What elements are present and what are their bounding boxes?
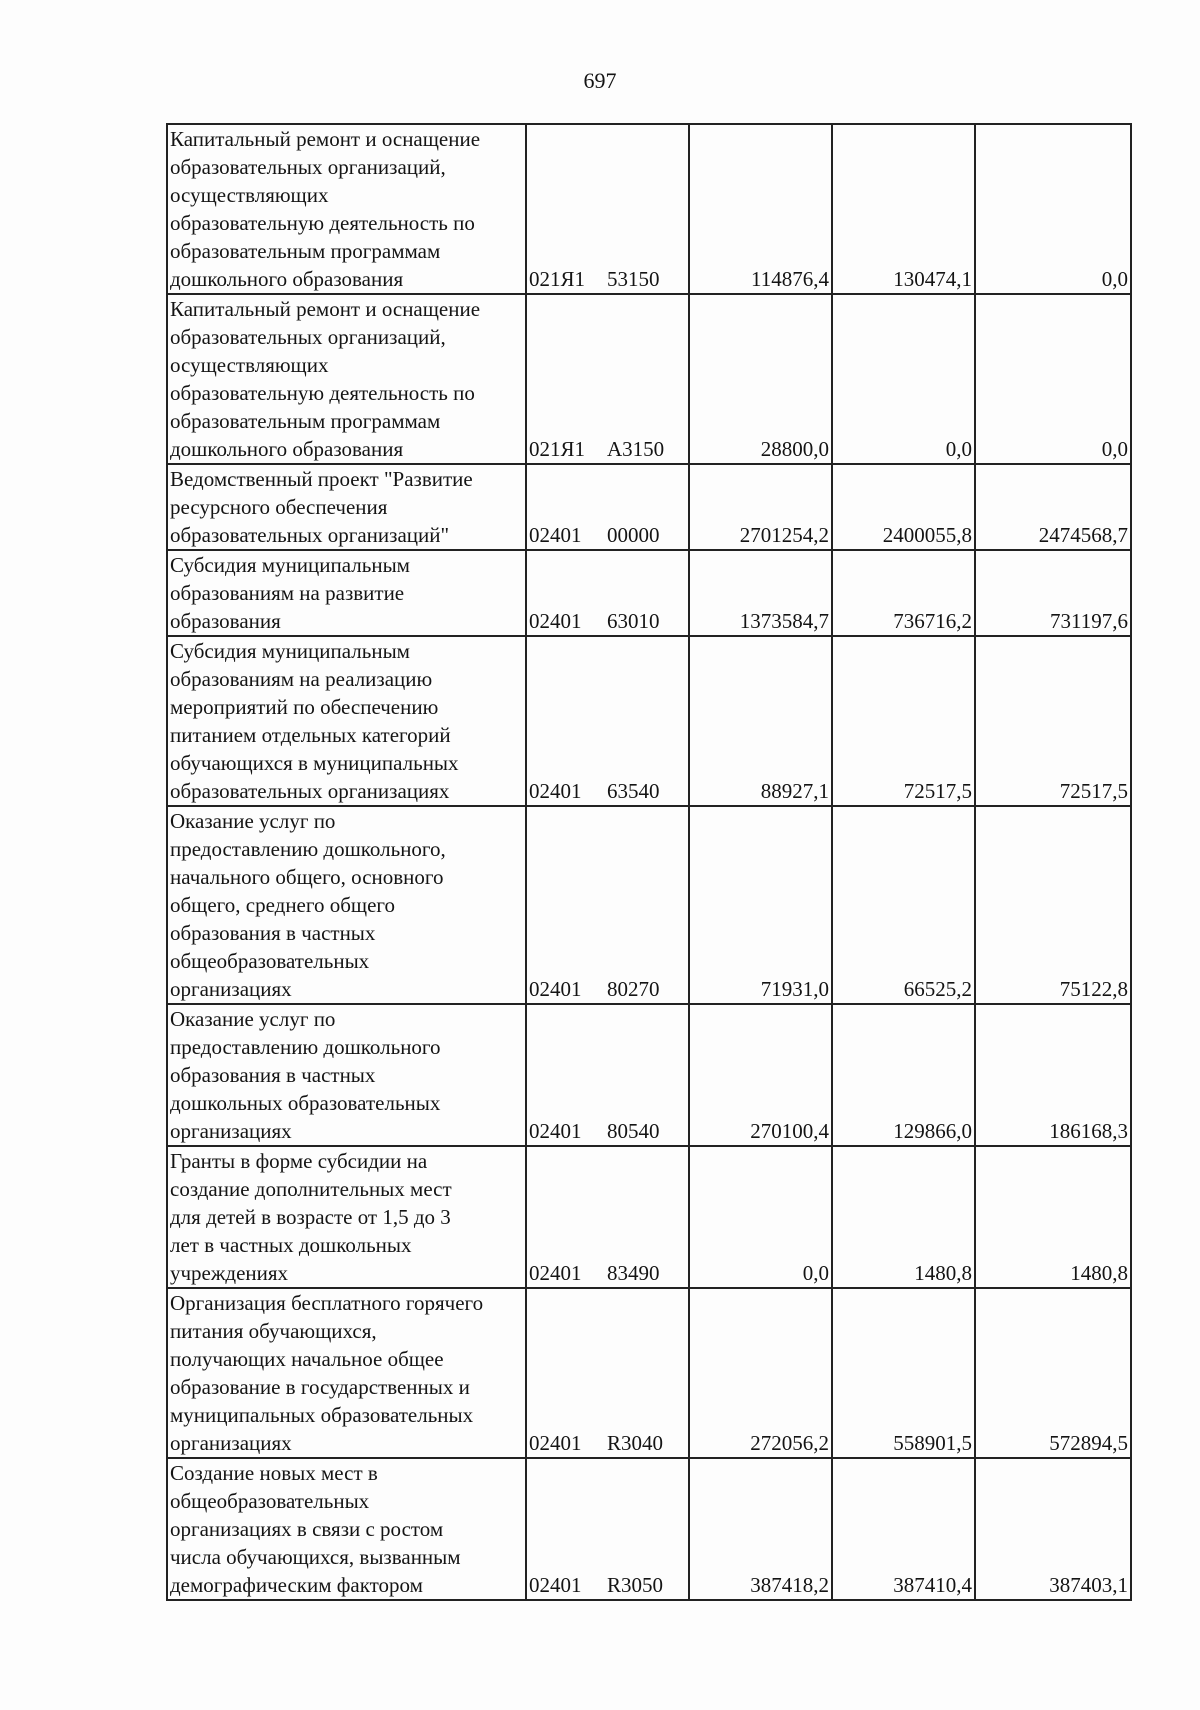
row-value-2-cell: 2400055,8: [832, 464, 975, 550]
row-value-2-cell: 558901,5: [832, 1288, 975, 1458]
budget-table: [166, 123, 1132, 1601]
table-row: [167, 806, 1131, 1004]
row-name-line: начального общего, основного: [170, 865, 444, 889]
row-code-program-cell: 021Я1: [526, 124, 605, 294]
row-name-line: Субсидия муниципальным: [170, 553, 410, 577]
row-name-cell: [167, 1146, 526, 1288]
row-name-cell: [167, 1458, 526, 1600]
row-name-line: образованиям на развитие: [170, 581, 405, 605]
row-value-1-cell: 114876,4: [689, 124, 832, 294]
table-row: [167, 1004, 1131, 1146]
row-name-line: дошкольных образовательных: [170, 1091, 441, 1115]
row-name-cell: [167, 464, 526, 550]
row-name-line: организациях: [170, 1431, 292, 1455]
row-name-cell: [167, 636, 526, 806]
row-name-line: Оказание услуг по: [170, 809, 336, 833]
row-value-1-cell: 1373584,7: [689, 550, 832, 636]
row-name-line: учреждениях: [170, 1261, 289, 1285]
row-code-program-cell: 02401: [526, 806, 605, 1004]
row-name-line: образовательных организаций": [170, 523, 450, 547]
row-value-1-cell: 71931,0: [689, 806, 832, 1004]
row-value-2-cell: 387410,4: [832, 1458, 975, 1600]
row-name-cell: [167, 294, 526, 464]
row-name-line: предоставлению дошкольного,: [170, 837, 446, 861]
row-code-direction-cell: 63540: [605, 636, 689, 806]
table-row: [167, 294, 1131, 464]
table-row: [167, 1458, 1131, 1600]
row-name-line: образовательным программам: [170, 239, 441, 263]
row-value-1-cell: 0,0: [689, 1146, 832, 1288]
row-code-program-cell: 02401: [526, 550, 605, 636]
row-name-line: образованиям на реализацию: [170, 667, 433, 691]
page-number: 697: [583, 68, 617, 93]
table-row: [167, 124, 1131, 294]
row-name-line: питания обучающихся,: [170, 1319, 377, 1343]
row-code-program-cell: 02401: [526, 1288, 605, 1458]
row-name-cell: [167, 1288, 526, 1458]
row-value-3-cell: 0,0: [975, 124, 1131, 294]
table-row: [167, 636, 1131, 806]
row-code-direction-cell: 63010: [605, 550, 689, 636]
row-name-line: создание дополнительных мест: [170, 1177, 452, 1201]
row-name-line: общеобразовательных: [170, 1489, 370, 1513]
row-name-cell: [167, 1004, 526, 1146]
row-value-2-cell: 72517,5: [832, 636, 975, 806]
row-value-2-cell: 0,0: [832, 294, 975, 464]
row-name-line: муниципальных образовательных: [170, 1403, 474, 1427]
row-code-program-cell: 02401: [526, 636, 605, 806]
row-name-line: образования в частных: [170, 1063, 376, 1087]
row-name-line: демографическим фактором: [170, 1573, 423, 1597]
row-value-3-cell: 75122,8: [975, 806, 1131, 1004]
row-name-line: лет в частных дошкольных: [170, 1233, 412, 1257]
row-name-line: обучающихся в муниципальных: [170, 751, 459, 775]
row-value-1-cell: 28800,0: [689, 294, 832, 464]
row-name-line: мероприятий по обеспечению: [170, 695, 439, 719]
row-name-line: осуществляющих: [170, 183, 329, 207]
row-name-line: образовательных организаций,: [170, 155, 446, 179]
row-code-program-cell: 02401: [526, 1146, 605, 1288]
row-name-line: Организация бесплатного горячего: [170, 1291, 484, 1315]
row-name-line: предоставлению дошкольного: [170, 1035, 441, 1059]
row-name-line: образования в частных: [170, 921, 376, 945]
row-name-line: дошкольного образования: [170, 437, 404, 461]
row-value-1-cell: 272056,2: [689, 1288, 832, 1458]
row-value-1-cell: 88927,1: [689, 636, 832, 806]
row-code-direction-cell: 00000: [605, 464, 689, 550]
row-code-direction-cell: R3040: [605, 1288, 689, 1458]
row-name-line: образовательных организаций,: [170, 325, 446, 349]
row-value-2-cell: 130474,1: [832, 124, 975, 294]
row-name-line: числа обучающихся, вызванным: [170, 1545, 461, 1569]
row-code-direction-cell: 80270: [605, 806, 689, 1004]
row-name-line: Капитальный ремонт и оснащение: [170, 127, 481, 151]
row-value-3-cell: 572894,5: [975, 1288, 1131, 1458]
row-value-3-cell: 731197,6: [975, 550, 1131, 636]
row-value-2-cell: 736716,2: [832, 550, 975, 636]
row-value-2-cell: 66525,2: [832, 806, 975, 1004]
row-name-line: Капитальный ремонт и оснащение: [170, 297, 481, 321]
row-value-2-cell: 1480,8: [832, 1146, 975, 1288]
row-code-program-cell: 021Я1: [526, 294, 605, 464]
row-name-line: питанием отдельных категорий: [170, 723, 451, 747]
row-name-cell: [167, 124, 526, 294]
row-name-line: Субсидия муниципальным: [170, 639, 410, 663]
row-name-line: образование в государственных и: [170, 1375, 470, 1399]
row-code-program-cell: 02401: [526, 1004, 605, 1146]
row-code-direction-cell: А3150: [605, 294, 689, 464]
row-name-line: получающих начальное общее: [170, 1347, 444, 1371]
row-code-direction-cell: R3050: [605, 1458, 689, 1600]
row-name-line: Гранты в форме субсидии на: [170, 1149, 428, 1173]
row-name-line: образовательным программам: [170, 409, 441, 433]
table-row: [167, 1288, 1131, 1458]
row-value-1-cell: 387418,2: [689, 1458, 832, 1600]
table-row: [167, 464, 1131, 550]
row-code-direction-cell: 83490: [605, 1146, 689, 1288]
row-code-program-cell: 02401: [526, 464, 605, 550]
row-value-3-cell: 2474568,7: [975, 464, 1131, 550]
row-name-line: организациях в связи с ростом: [170, 1517, 444, 1541]
row-name-line: образовательную деятельность по: [170, 381, 475, 405]
row-value-3-cell: 186168,3: [975, 1004, 1131, 1146]
row-value-2-cell: 129866,0: [832, 1004, 975, 1146]
row-value-3-cell: 0,0: [975, 294, 1131, 464]
budget-table-body: [167, 124, 1131, 1600]
row-name-line: общего, среднего общего: [170, 893, 395, 917]
row-name-line: Создание новых мест в: [170, 1461, 378, 1485]
row-name-line: Оказание услуг по: [170, 1007, 336, 1031]
row-name-line: общеобразовательных: [170, 949, 370, 973]
table-row: [167, 550, 1131, 636]
row-name-line: осуществляющих: [170, 353, 329, 377]
row-value-1-cell: 270100,4: [689, 1004, 832, 1146]
row-name-cell: [167, 806, 526, 1004]
row-name-line: для детей в возрасте от 1,5 до 3: [170, 1205, 451, 1229]
row-value-3-cell: 1480,8: [975, 1146, 1131, 1288]
row-value-3-cell: 72517,5: [975, 636, 1131, 806]
row-name-line: организациях: [170, 1119, 292, 1143]
row-name-line: образовательных организациях: [170, 779, 450, 803]
table-row: [167, 1146, 1131, 1288]
row-name-line: образования: [170, 609, 281, 633]
row-code-direction-cell: 80540: [605, 1004, 689, 1146]
row-value-1-cell: 2701254,2: [689, 464, 832, 550]
row-name-cell: [167, 550, 526, 636]
row-name-line: Ведомственный проект "Развитие: [170, 467, 473, 491]
row-name-line: образовательную деятельность по: [170, 211, 475, 235]
row-code-program-cell: 02401: [526, 1458, 605, 1600]
row-name-line: дошкольного образования: [170, 267, 404, 291]
row-name-line: организациях: [170, 977, 292, 1001]
row-name-line: ресурсного обеспечения: [170, 495, 388, 519]
row-code-direction-cell: 53150: [605, 124, 689, 294]
row-value-3-cell: 387403,1: [975, 1458, 1131, 1600]
